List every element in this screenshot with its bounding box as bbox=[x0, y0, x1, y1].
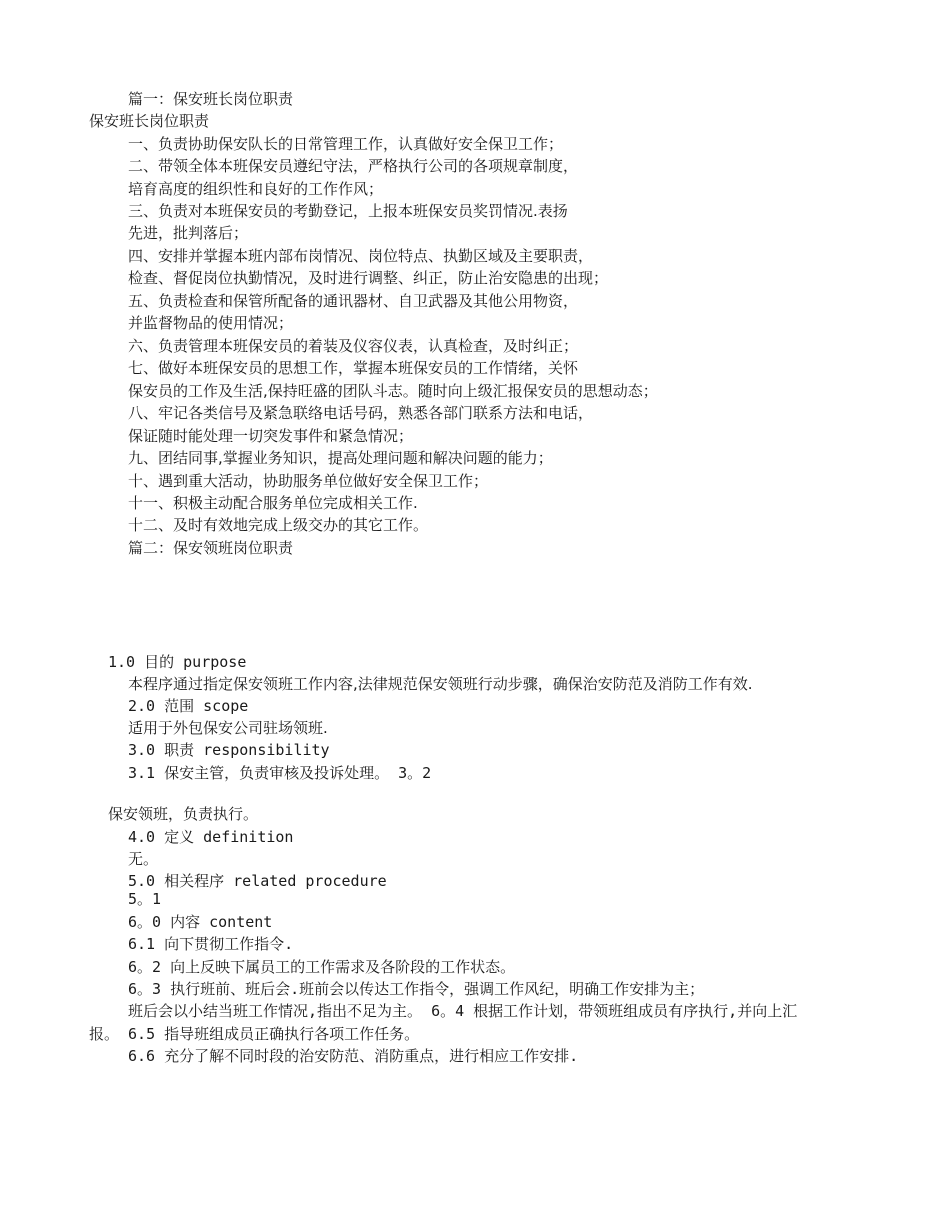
clause-heading: 1.0 目的 purpose bbox=[108, 653, 247, 671]
clause-text: 本程序通过指定保安领班工作内容,法律规范保安领班行动步骤，确保治安防范及消防工作有效. bbox=[128, 675, 753, 693]
duty-line: 二、带领全体本班保安员遵纪守法，严格执行公司的各项规章制度， bbox=[128, 157, 579, 175]
clause-heading: 4.0 定义 definition bbox=[128, 828, 294, 846]
section1-heading: 篇一：保安班长岗位职责 bbox=[128, 90, 294, 108]
section2-heading: 篇二：保安领班岗位职责 bbox=[128, 539, 294, 557]
duty-line: 五、负责检查和保管所配备的通讯器材、自卫武器及其他公用物资， bbox=[128, 292, 579, 310]
clause-text: 无。 bbox=[128, 850, 159, 868]
clause-text: 报。 6.5 指导班组成员正确执行各项工作任务。 bbox=[89, 1025, 420, 1043]
duty-line: 培育高度的组织性和良好的工作作风； bbox=[128, 180, 384, 198]
duty-line: 四、安排并掌握本班内部布岗情况、岗位特点、执勤区域及主要职责， bbox=[128, 247, 594, 265]
duty-line: 三、负责对本班保安员的考勤登记，上报本班保安员奖罚情况.表扬 bbox=[128, 202, 568, 220]
duty-line: 先进，批判落后； bbox=[128, 224, 249, 242]
duty-line: 检查、督促岗位执勤情况，及时进行调整、纠正，防止治安隐患的出现； bbox=[128, 269, 609, 287]
clause-text: 6。3 执行班前、班后会.班前会以传达工作指令，强调工作风纪，明确工作安排为主； bbox=[128, 980, 705, 998]
clause-heading: 3.0 职责 responsibility bbox=[128, 741, 330, 759]
clause-text: 适用于外包保安公司驻场领班. bbox=[128, 719, 328, 737]
clause-text: 6.6 充分了解不同时段的治安防范、消防重点，进行相应工作安排. bbox=[128, 1047, 579, 1065]
duty-line: 保安员的工作及生活,保持旺盛的团队斗志。随时向上级汇报保安员的思想动态； bbox=[128, 382, 658, 400]
clause-heading: 2.0 范围 scope bbox=[128, 697, 249, 715]
duty-line: 十一、积极主动配合服务单位完成相关工作. bbox=[128, 494, 418, 512]
clause-text: 5。1 bbox=[128, 890, 162, 908]
clause-text: 班后会以小结当班工作情况,指出不足为主。 6。4 根据工作计划，带领班组成员有序执行,并向上汇 bbox=[128, 1002, 798, 1020]
duty-line: 六、负责管理本班保安员的着装及仪容仪表，认真检查，及时纠正； bbox=[128, 337, 579, 355]
duty-line: 一、负责协助保安队长的日常管理工作，认真做好安全保卫工作； bbox=[128, 135, 564, 153]
duty-line: 并监督物品的使用情况； bbox=[128, 314, 294, 332]
duty-line: 十、遇到重大活动，协助服务单位做好安全保卫工作； bbox=[128, 472, 489, 490]
clause-text: 3.1 保安主管，负责审核及投诉处理。 3。2 bbox=[128, 764, 432, 782]
duty-line: 八、牢记各类信号及紧急联络电话号码，熟悉各部门联系方法和电话， bbox=[128, 404, 594, 422]
clause-text: 保安领班，负责执行。 bbox=[108, 805, 259, 823]
duty-line: 保证随时能处理一切突发事件和紧急情况； bbox=[128, 427, 414, 445]
duty-line: 十二、及时有效地完成上级交办的其它工作。 bbox=[128, 516, 429, 534]
section1-subtitle: 保安班长岗位职责 bbox=[89, 112, 210, 130]
clause-text: 6.1 向下贯彻工作指令. bbox=[128, 935, 294, 953]
clause-text: 6。2 向上反映下属员工的工作需求及各阶段的工作状态。 bbox=[128, 958, 516, 976]
duty-line: 九、团结同事,掌握业务知识，提高处理问题和解决问题的能力； bbox=[128, 449, 553, 467]
duty-line: 七、做好本班保安员的思想工作，掌握本班保安员的工作情绪，关怀 bbox=[128, 359, 579, 377]
clause-heading: 6。0 内容 content bbox=[128, 913, 273, 931]
clause-heading: 5.0 相关程序 related procedure bbox=[128, 872, 387, 890]
